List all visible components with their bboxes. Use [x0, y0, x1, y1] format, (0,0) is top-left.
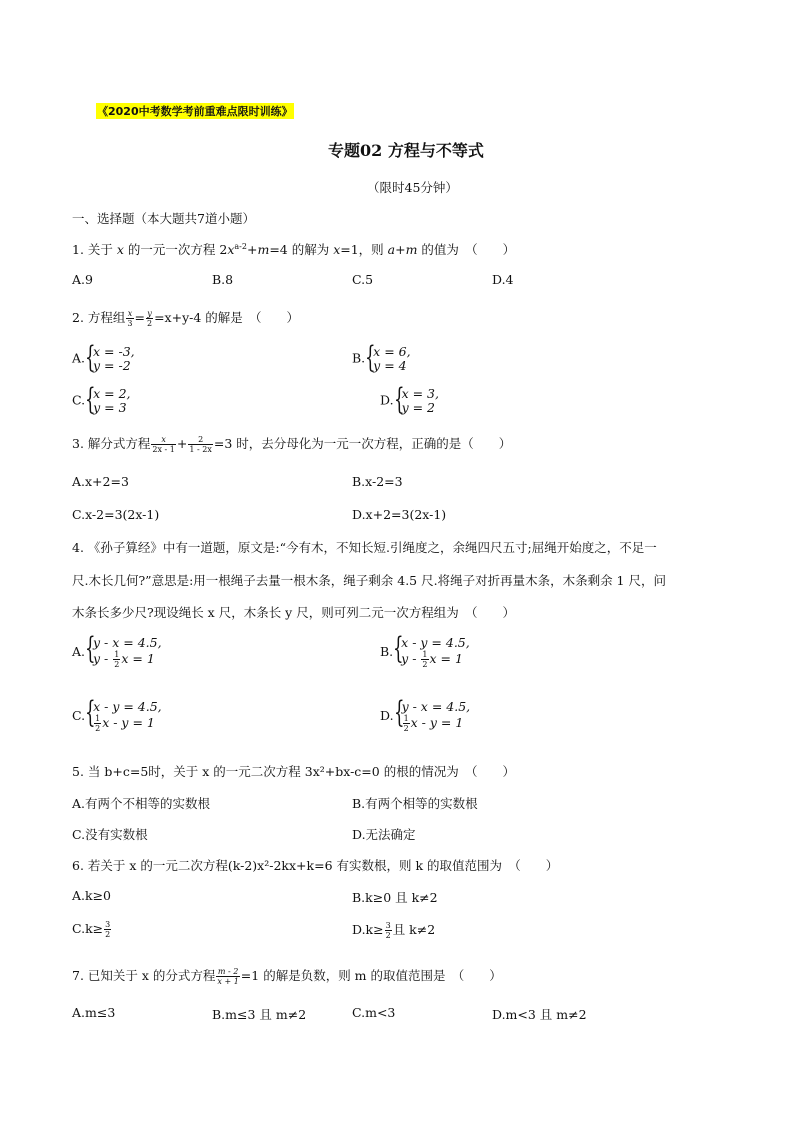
- q3-option-a: A.x+2=3: [72, 474, 129, 489]
- fraction: $\frac{x}{2x - 1}$: [152, 435, 175, 454]
- q2-option-c: C. { x = 2, y = 3: [72, 382, 131, 417]
- q7-option-d: D.m<3 且 m≠2: [492, 1007, 587, 1022]
- question-7: 7. 已知关于 x 的分式方程 $\frac{m - 2}{x + 1}$ =1 的解是负数，则 m 的取值范围是 （ ）: [72, 967, 502, 986]
- q7-option-c: C.m<3: [352, 1005, 396, 1020]
- q3-option-b: B.x-2=3: [352, 474, 403, 489]
- fraction: $\frac{m - 2}{x + 1}$: [217, 967, 239, 986]
- q7-option-a: A.m≤3: [72, 1005, 116, 1020]
- q5-option-d: D.无法确定: [352, 827, 416, 842]
- q4-option-d: D. { y - x = 4.5, $\frac{1}{2}$ x - y = 1: [380, 695, 471, 733]
- fraction: $\frac{y}{2}$: [146, 309, 153, 328]
- q1-option-c: C.5: [352, 272, 374, 287]
- q4-option-c: C. { x - y = 4.5, $\frac{1}{2}$ x - y = 1: [72, 695, 162, 733]
- q3-option-c: C.x-2=3(2x-1): [72, 507, 160, 522]
- q7-option-b: B.m≤3 且 m≠2: [212, 1007, 307, 1022]
- page-title: 专题02 方程与不等式: [328, 141, 484, 160]
- q6-option-b: B.k≥0 且 k≠2: [352, 890, 438, 905]
- q1-option-a: A.9: [72, 272, 93, 287]
- q4-option-a: A. { y - x = 4.5, y - $\frac{1}{2}$ x = 1: [72, 631, 162, 669]
- q1-option-b: B.8: [212, 272, 234, 287]
- q2-option-b: B. { x = 6, y = 4: [352, 340, 411, 375]
- question-4-line-1: 4. 《孙子算经》中有一道题，原文是:“今有木，不知长短.引绳度之，余绳四尺五寸;屈绳开始度之，不足一: [72, 540, 657, 555]
- q5-option-a: A.有两个不相等的实数根: [72, 796, 211, 811]
- q5-option-c: C.没有实数根: [72, 827, 148, 842]
- question-1: 1. 关于 x 的一元一次方程 $2x^{a-2}+m=4$ 的解为 x=1，则 a+m 的值为 （ ）: [72, 241, 516, 257]
- q2-option-d: D. { x = 3, y = 2: [380, 382, 439, 417]
- time-limit: （限时45分钟）: [367, 180, 458, 195]
- question-6: 6. 若关于 x 的一元二次方程(k-2)x²-2kx+k=6 有实数根，则 k 的取值范围为 （ ）: [72, 858, 559, 873]
- q6-option-c: C.k≥ $\frac{3}{2}$: [72, 920, 111, 939]
- q6-option-d: D.k≥ $\frac{3}{2}$ 且 k≠2: [352, 921, 436, 940]
- question-4-line-2: 尺.木长几何?”意思是:用一根绳子去量一根木条，绳子剩余 4.5 尺.将绳子对折再量木条，木条剩余 1 尺，问: [72, 573, 666, 588]
- question-4-line-3: 木条长多少尺?现设绳长 x 尺，木条长 y 尺，则可列二元一次方程组为 （ ）: [72, 605, 515, 620]
- fraction: $\frac{x}{3}$: [127, 309, 133, 328]
- question-5: 5. 当 b+c=5时，关于 x 的一元二次方程 3x²+bx-c=0 的根的情况为 （ ）: [72, 764, 515, 779]
- q3-option-d: D.x+2=3(2x-1): [352, 507, 447, 522]
- question-2: 2. 方程组 $\frac{x}{3}$ = $\frac{y}{2}$ =x+y-4 的解是 （ ）: [72, 309, 300, 328]
- q4-option-b: B. { x - y = 4.5, y - $\frac{1}{2}$ x = 1: [380, 631, 470, 669]
- question-3: 3. 解分式方程 $\frac{x}{2x - 1}$ + $\frac{2}{1 - 2x}$ =3 时，去分母化为一元一次方程，正确的是（ ）: [72, 435, 512, 454]
- q1-option-d: D.4: [492, 272, 514, 287]
- section-heading: 一、选择题（本大题共7道小题）: [72, 211, 255, 226]
- fraction: $\frac{2}{1 - 2x}$: [189, 435, 212, 454]
- header-tag: 《2020中考数学考前重难点限时训练》: [97, 105, 293, 118]
- q2-option-a: A. { x = -3, y = -2: [72, 340, 135, 375]
- q6-option-a: A.k≥0: [72, 888, 112, 903]
- q5-option-b: B.有两个相等的实数根: [352, 796, 478, 811]
